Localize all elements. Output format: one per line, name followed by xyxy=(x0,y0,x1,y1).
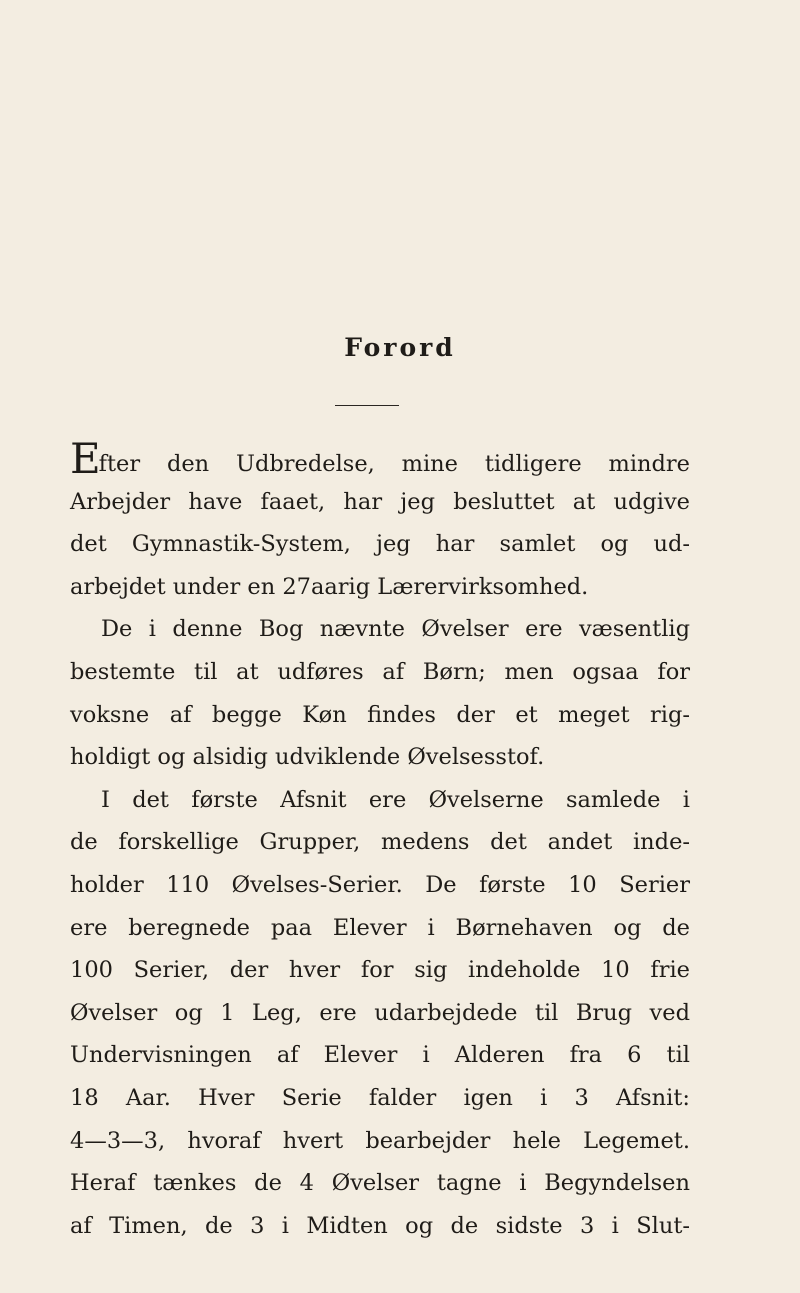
text-line: 4—3—3, hvoraf hvert bearbejder hele Legemet. xyxy=(70,1127,690,1154)
text-line: holder 110 Øvelses-Serier. De første 10 Serier xyxy=(70,871,690,898)
text-line: de forskellige Grupper, medens det andet inde- xyxy=(70,829,690,856)
text-line: bestemte til at udføres af Børn; men ogsaa for xyxy=(70,658,690,685)
text-line: Heraf tænkes de 4 Øvelser tagne i Begyndelsen xyxy=(70,1170,690,1197)
text-line: Undervisningen af Elever i Alderen fra 6 til xyxy=(70,1042,690,1069)
text-line: I det første Afsnit ere Øvelserne samlede i xyxy=(101,786,690,813)
text-line: det Gymnastik-System, jeg har samlet og ud- xyxy=(70,531,690,558)
text-line: Øvelser og 1 Leg, ere udarbejdede til Brug ved xyxy=(70,999,690,1026)
body-text xyxy=(70,434,690,1247)
text-line: ere beregnede paa Elever i Børnehaven og de xyxy=(70,914,690,941)
text-line: af Timen, de 3 i Midten og de sidste 3 i Slut- xyxy=(70,1212,690,1239)
text-line: 18 Aar. Hver Serie falder igen i 3 Afsnit: xyxy=(70,1084,690,1111)
text-line: Arbejder have faaet, har jeg besluttet at udgive xyxy=(70,488,690,515)
first-line-text: fter den Udbredelse, mine tidligere mindre xyxy=(98,451,690,477)
page-title: Forord xyxy=(344,333,456,362)
drop-cap: E xyxy=(70,434,101,483)
title-divider xyxy=(335,405,399,406)
text-line: voksne af begge Køn findes der et meget rig- xyxy=(70,701,690,728)
text-line: holdigt og alsidig udviklende Øvelsesstof. xyxy=(70,744,545,771)
text-line: 100 Serier, der hver for sig indeholde 10 frie xyxy=(70,957,690,984)
text-line: arbejdet under en 27aarig Lærervirksomhed. xyxy=(70,573,589,600)
text-line xyxy=(70,434,690,483)
text-line: De i denne Bog nævnte Øvelser ere væsentlig xyxy=(101,616,690,643)
